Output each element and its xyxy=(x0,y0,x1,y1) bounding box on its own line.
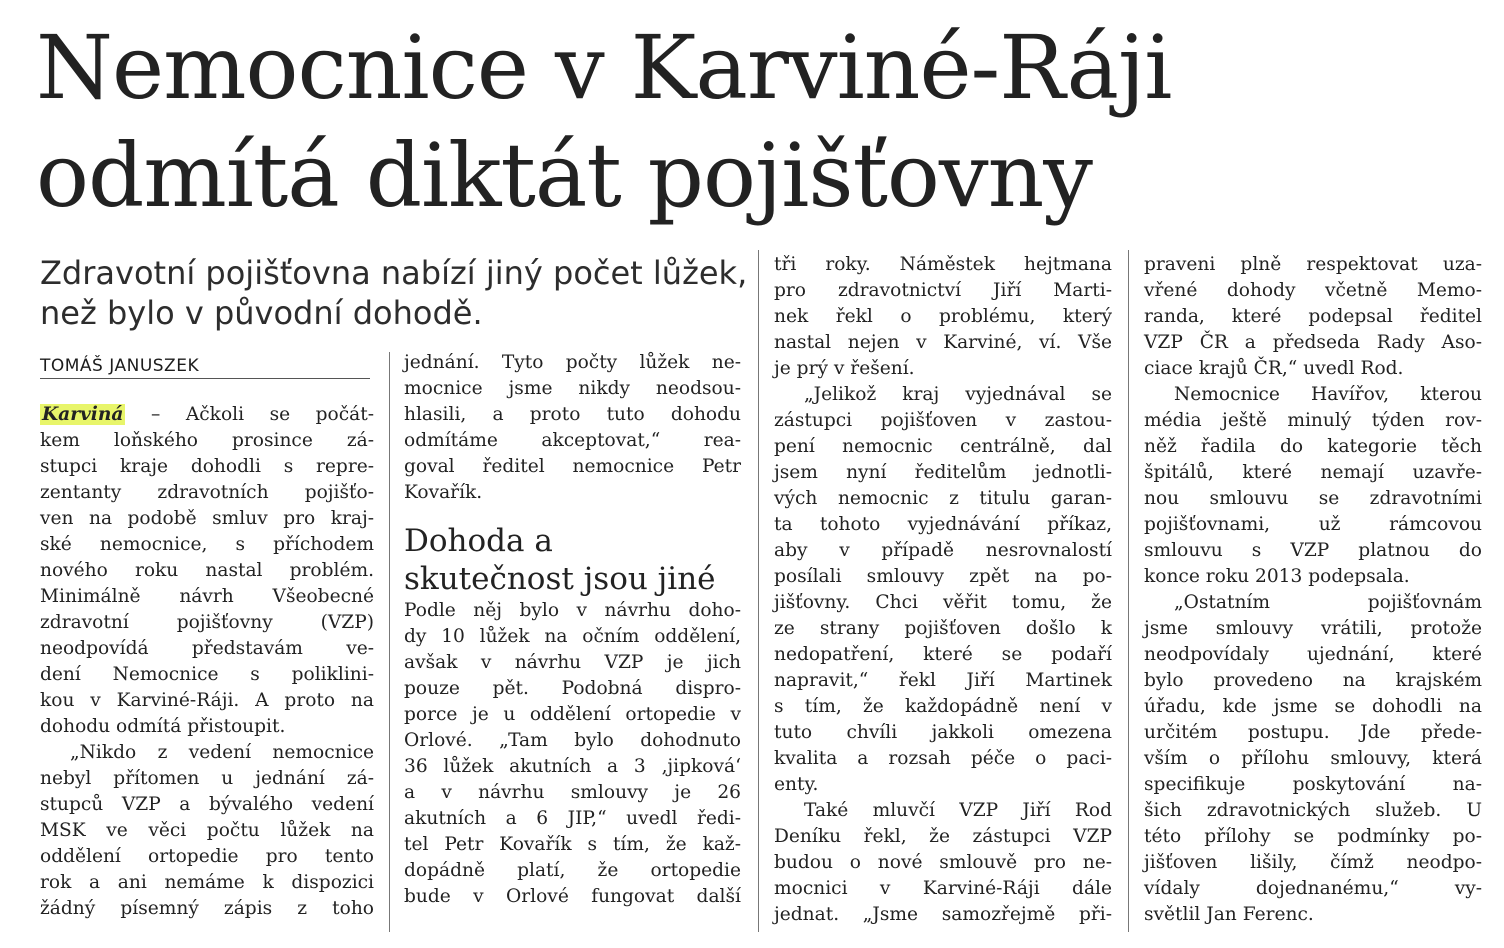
dateline-location: Karviná xyxy=(42,404,124,425)
column-4-line: jišťoven lišily, čímž neodpo- xyxy=(1144,852,1482,873)
headline xyxy=(36,14,1336,230)
column-3-line: Deníku řekl, že zástupci VZP xyxy=(774,826,1112,847)
column-2-line: tel Petr Kovařík s tím, že kaž- xyxy=(404,834,741,855)
column-divider-2 xyxy=(758,250,759,932)
column-3-line: budou o nové smlouvě pro ne- xyxy=(774,852,1112,873)
column-4-line: šich zdravotnických služeb. U xyxy=(1144,800,1482,821)
column-1-line: žádný písemný zápis z toho xyxy=(40,898,374,919)
column-2-line: dopádně platí, že ortopedie xyxy=(404,860,741,881)
column-4-line: VZP ČR a předseda Rady Aso- xyxy=(1144,332,1482,353)
column-3-line: kvalita a rozsah péče o paci- xyxy=(774,748,1112,769)
subtitle-deck xyxy=(40,253,760,333)
column-2-line: hlasili, a proto tuto dohodu xyxy=(404,404,741,425)
column-4-line: randa, které podepsal ředitel xyxy=(1144,306,1482,327)
column-3-line: „Jelikož kraj vyjednával se xyxy=(804,384,1112,405)
column-3-line: ta tohoto vyjednávání příkaz, xyxy=(774,514,1112,535)
column-4-line: specifikuje poskytování na- xyxy=(1144,774,1482,795)
column-1-line: ven na podobě smluv pro kraj- xyxy=(40,508,374,529)
subheading-line-2: skutečnost jsou jiné xyxy=(404,561,716,597)
column-1-line: Minimálně návrh Všeobecné xyxy=(40,586,374,607)
article-column-4 xyxy=(1144,252,1482,928)
column-1-line: zdravotní pojišťovny (VZP) xyxy=(40,612,374,633)
column-4-line: praveni plně respektovat uza- xyxy=(1144,254,1482,275)
deck-line-2: než bylo v původní dohodě. xyxy=(40,294,483,332)
column-3-line: vých nemocnic z titulu garan- xyxy=(774,488,1112,509)
column-3-line: Také mluvčí VZP Jiří Rod xyxy=(804,800,1112,821)
column-2-line: Kovařík. xyxy=(404,482,483,503)
column-divider-3 xyxy=(1128,250,1129,932)
column-4-line: vřené dohody včetně Memo- xyxy=(1144,280,1482,301)
column-3-line: nedopatření, které se podaří xyxy=(774,644,1112,665)
column-3-line: je prý v řešení. xyxy=(774,358,915,379)
author-byline: TOMÁŠ JANUSZEK xyxy=(40,356,370,379)
headline-line-2: odmítá diktát pojišťovny xyxy=(36,124,1093,227)
column-2-line: bude v Orlové fungovat další xyxy=(404,886,741,907)
column-3-line: enty. xyxy=(774,774,819,795)
column-2-line: mocnice jsme nikdy neodsou- xyxy=(404,378,741,399)
column-3-line: zástupci pojišťoven v zastou- xyxy=(774,410,1112,431)
column-4-line: neodpovídaly ujednání, které xyxy=(1144,644,1482,665)
column-4-line: bylo provedeno na krajském xyxy=(1144,670,1482,691)
column-2-line: odmítáme akceptovat,“ rea- xyxy=(404,430,741,451)
column-1-line: zentanty zdravotních pojišťo- xyxy=(40,482,374,503)
column-1-line: „Nikdo z vedení nemocnice xyxy=(70,742,374,763)
column-3-line: pení nemocnic centrálně, dal xyxy=(774,436,1112,457)
column-3-line: tři roky. Náměstek hejtmana xyxy=(774,254,1112,275)
column-4-line: vídaly dojednanému,“ vy- xyxy=(1144,878,1482,899)
column-2-line: avšak v návrhu VZP je jich xyxy=(404,652,741,673)
column-4-line: jsme smlouvy vrátili, protože xyxy=(1144,618,1482,639)
column-2-line: a v návrhu smlouvy je 26 xyxy=(404,782,741,803)
column-4-line: „Ostatním pojišťovnám xyxy=(1174,592,1482,613)
column-3-line: jišťovny. Chci věřit tomu, že xyxy=(774,592,1112,613)
column-3-line: aby v případě nesrovnalostí xyxy=(774,540,1112,561)
column-2-line: jednání. Tyto počty lůžek ne- xyxy=(404,352,741,373)
column-2-line: Podle něj bylo v návrhu doho- xyxy=(404,600,741,621)
column-3-line: s tím, že každopádně není v xyxy=(774,696,1112,717)
column-4-line: úřadu, kde jsme se dohodli na xyxy=(1144,696,1482,717)
article-column-2 xyxy=(404,350,741,910)
article-column-3 xyxy=(774,252,1112,928)
column-3-line: napravit,“ řekl Jiří Martinek xyxy=(774,670,1112,691)
column-3-line: jednat. „Jsme samozřejmě při- xyxy=(774,904,1112,925)
column-1-line: nového roku nastal problém. xyxy=(40,560,374,581)
column-1-line-0: – Ačkoli se počát- xyxy=(151,404,374,425)
section-subheading xyxy=(404,522,741,598)
column-4-line: konce roku 2013 podepsala. xyxy=(1144,566,1410,587)
column-1-line: stupců VZP a bývalého vedení xyxy=(40,794,374,815)
column-1-line: nebyl přítomen u jednání zá- xyxy=(40,768,374,789)
column-4-line: Nemocnice Havířov, kterou xyxy=(1174,384,1482,405)
column-4-line: ciace krajů ČR,“ uvedl Rod. xyxy=(1144,358,1404,379)
headline-line-1: Nemocnice v Karviné-Ráji xyxy=(36,16,1172,119)
column-1-line: dení Nemocnice s poliklini- xyxy=(40,664,374,685)
column-4-line: světlil Jan Ferenc. xyxy=(1144,904,1314,925)
column-1-line: MSK ve věci počtu lůžek na xyxy=(40,820,374,841)
column-4-line: pojišťovnami, už rámcovou xyxy=(1144,514,1482,535)
column-3-line: pro zdravotnictví Jiří Marti- xyxy=(774,280,1112,301)
column-1-line: oddělení ortopedie pro tento xyxy=(40,846,374,867)
column-2-line: pouze pět. Podobná dispro- xyxy=(404,678,741,699)
column-1-line: kem loňského prosince zá- xyxy=(40,430,374,451)
column-1-line: ské nemocnice, s příchodem xyxy=(40,534,374,555)
column-2-line: goval ředitel nemocnice Petr xyxy=(404,456,741,477)
column-2-line: Orlové. „Tam bylo dohodnuto xyxy=(404,730,741,751)
column-3-line: jsem nyní ředitelům jednotli- xyxy=(774,462,1112,483)
column-3-line: ze strany pojišťoven došlo k xyxy=(774,618,1112,639)
column-2-line: dy 10 lůžek na očním oddělení, xyxy=(404,626,741,647)
column-3-line: posílali smlouvy zpět na po- xyxy=(774,566,1112,587)
column-4-line: smlouvu s VZP platnou do xyxy=(1144,540,1482,561)
column-1-line: neodpovídá představám ve- xyxy=(40,638,374,659)
column-4-line: něž řadila do kategorie těch xyxy=(1144,436,1482,457)
deck-line-1: Zdravotní pojišťovna nabízí jiný počet lůžek, xyxy=(40,254,748,292)
column-4-line: média ještě minulý týden rov- xyxy=(1144,410,1482,431)
column-1-line: kou v Karviné-Ráji. A proto na xyxy=(40,690,374,711)
subheading-line-1: Dohoda a xyxy=(404,523,553,559)
column-3-line: tuto chvíli jakkoli omezena xyxy=(774,722,1112,743)
column-4-line: nou smlouvu se zdravotními xyxy=(1144,488,1482,509)
column-3-line: nastal nejen v Karviné, ví. Vše xyxy=(774,332,1112,353)
column-3-line: mocnici v Karviné-Ráji dále xyxy=(774,878,1112,899)
column-1-line: dohodu odmítá přistoupit. xyxy=(40,716,286,737)
column-divider-1 xyxy=(389,352,390,932)
column-1-line: rok a ani nemáme k dispozici xyxy=(40,872,374,893)
column-4-line: vším o přílohu smlouvy, která xyxy=(1144,748,1482,769)
article-column-1 xyxy=(40,402,374,922)
column-1-first-line xyxy=(40,402,374,428)
column-2-line: akutních a 6 JIP,“ uvedl ředi- xyxy=(404,808,741,829)
column-4-line: určitém postupu. Jde přede- xyxy=(1144,722,1482,743)
column-2-line: 36 lůžek akutních a 3 ‚jipková‘ xyxy=(404,756,741,777)
column-3-line: nek řekl o problému, který xyxy=(774,306,1112,327)
column-2-line: porce je u oddělení ortopedie v xyxy=(404,704,741,725)
column-4-line: špitálů, které nemají uzavře- xyxy=(1144,462,1482,483)
column-1-line: stupci kraje dohodli s repre- xyxy=(40,456,374,477)
column-4-line: této přílohy se podmínky po- xyxy=(1144,826,1482,847)
